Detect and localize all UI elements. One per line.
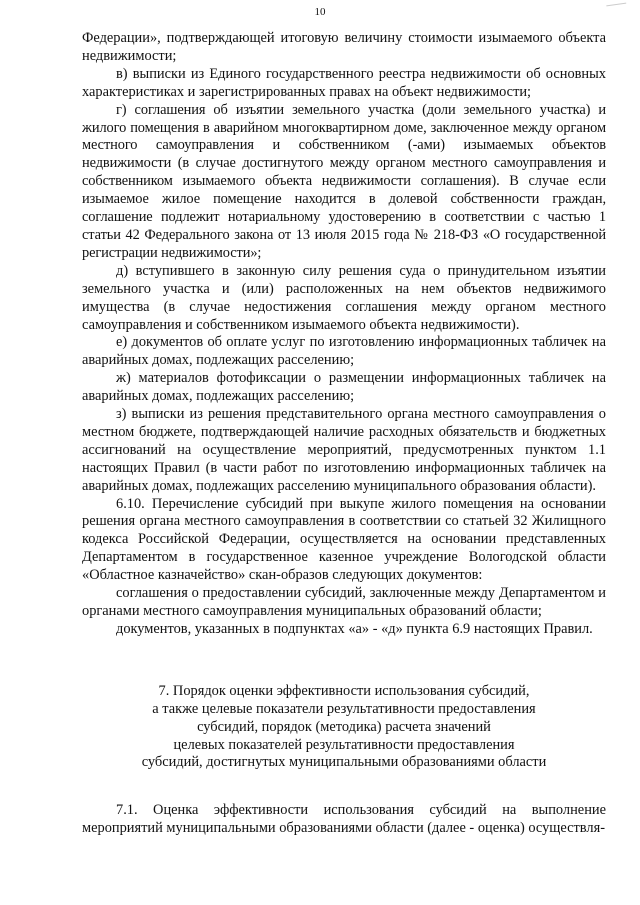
document-body	[82, 30, 606, 838]
paragraph-item-z: з) выписки из решения представительного органа местного самоуправления о местном бюджете, подтверждающей наличие расходных обязательств и бюджетных ассигнований на осуществление мероприятий, предусмотренных пунктом 1.1 настоящих Правил (в части работ по изготовлению информационных табличек на аварийных домах, подлежащих расселению муниципального образования области).	[82, 406, 606, 494]
heading-line: 7. Порядок оценки эффективности использования субсидий,	[158, 682, 530, 699]
heading-line: субсидий, порядок (методика) расчета значений	[197, 718, 491, 735]
paragraph-documents: документов, указанных в подпунктах «а» - «д» пункта 6.9 настоящих Правил.	[116, 620, 593, 637]
page-number: 10	[314, 6, 326, 18]
section-7-heading	[82, 683, 606, 773]
paragraph-agreements: соглашения о предоставлении субсидий, заключенные между Департаментом и органами местного самоуправления муниципальных образований области;	[82, 585, 606, 619]
paragraph-item-e: е) документов об оплате услуг по изготовлению информационных табличек на аварийных домах, подлежащих расселению;	[82, 334, 606, 369]
paragraph-item-d: д) вступившего в законную силу решения суда о принудительном изъятии земельного участка и (или) расположенных на нем объектов недвижимого имущества (в случае недостижения соглашения между органом местного самоуправления и собственником изымаемого объекта недвижимости).	[82, 262, 606, 333]
paragraph-7-1: 7.1. Оценка эффективности использования субсидий на выполнение мероприятий муниципальными образованиями области (далее - оценка) осуществля-	[82, 802, 606, 837]
paragraph-item-g: г) соглашения об изъятии земельного участка (доли земельного участка) и жилого помещения в аварийном многоквартирном доме, заключенное между органом местного самоуправления и собственником (-ами) изымаемых объектов недвижимости (в случае достигнутого между органом местного самоуправления и собственником изымаемого объекта недвижимости соглашения). В случае если изымаемое жилое помещение находится в долевой собственности граждан, соглашение подлежит нотариальному удостоверению в соответствии с частью 1 статьи 42 Федерального закона от 13 июля 2015 года № 218-ФЗ «О государственной регистрации недвижимости»;	[82, 101, 606, 261]
paragraph-item-v: в) выписки из Единого государственного реестра недвижимости об основных характеристиках и зарегистрированных правах на объект недвижимости;	[82, 65, 606, 100]
paragraph-continuation: Федерации», подтверждающей итоговую величину стоимости изымаемого объекта недвижимости;	[82, 30, 606, 64]
paragraph-item-zh: ж) материалов фотофиксации о размещении информационных табличек на аварийных домах, подлежащих расселению;	[82, 370, 606, 405]
heading-line: а также целевые показатели результативности предоставления	[152, 700, 536, 717]
heading-line: целевых показателей результативности предоставления	[173, 736, 515, 753]
heading-line: субсидий, достигнутых муниципальными образованиями области	[141, 754, 547, 771]
paragraph-6-10: 6.10. Перечисление субсидий при выкупе жилого помещения на основании решения органа местного самоуправления в соответствии со статьей 32 Жилищного кодекса Российской Федерации, осуществляется на основании представленных Департаментом в государственное казенное учреждение Вологодской области «Областное казначейство» скан-образов следующих документов:	[82, 495, 606, 584]
